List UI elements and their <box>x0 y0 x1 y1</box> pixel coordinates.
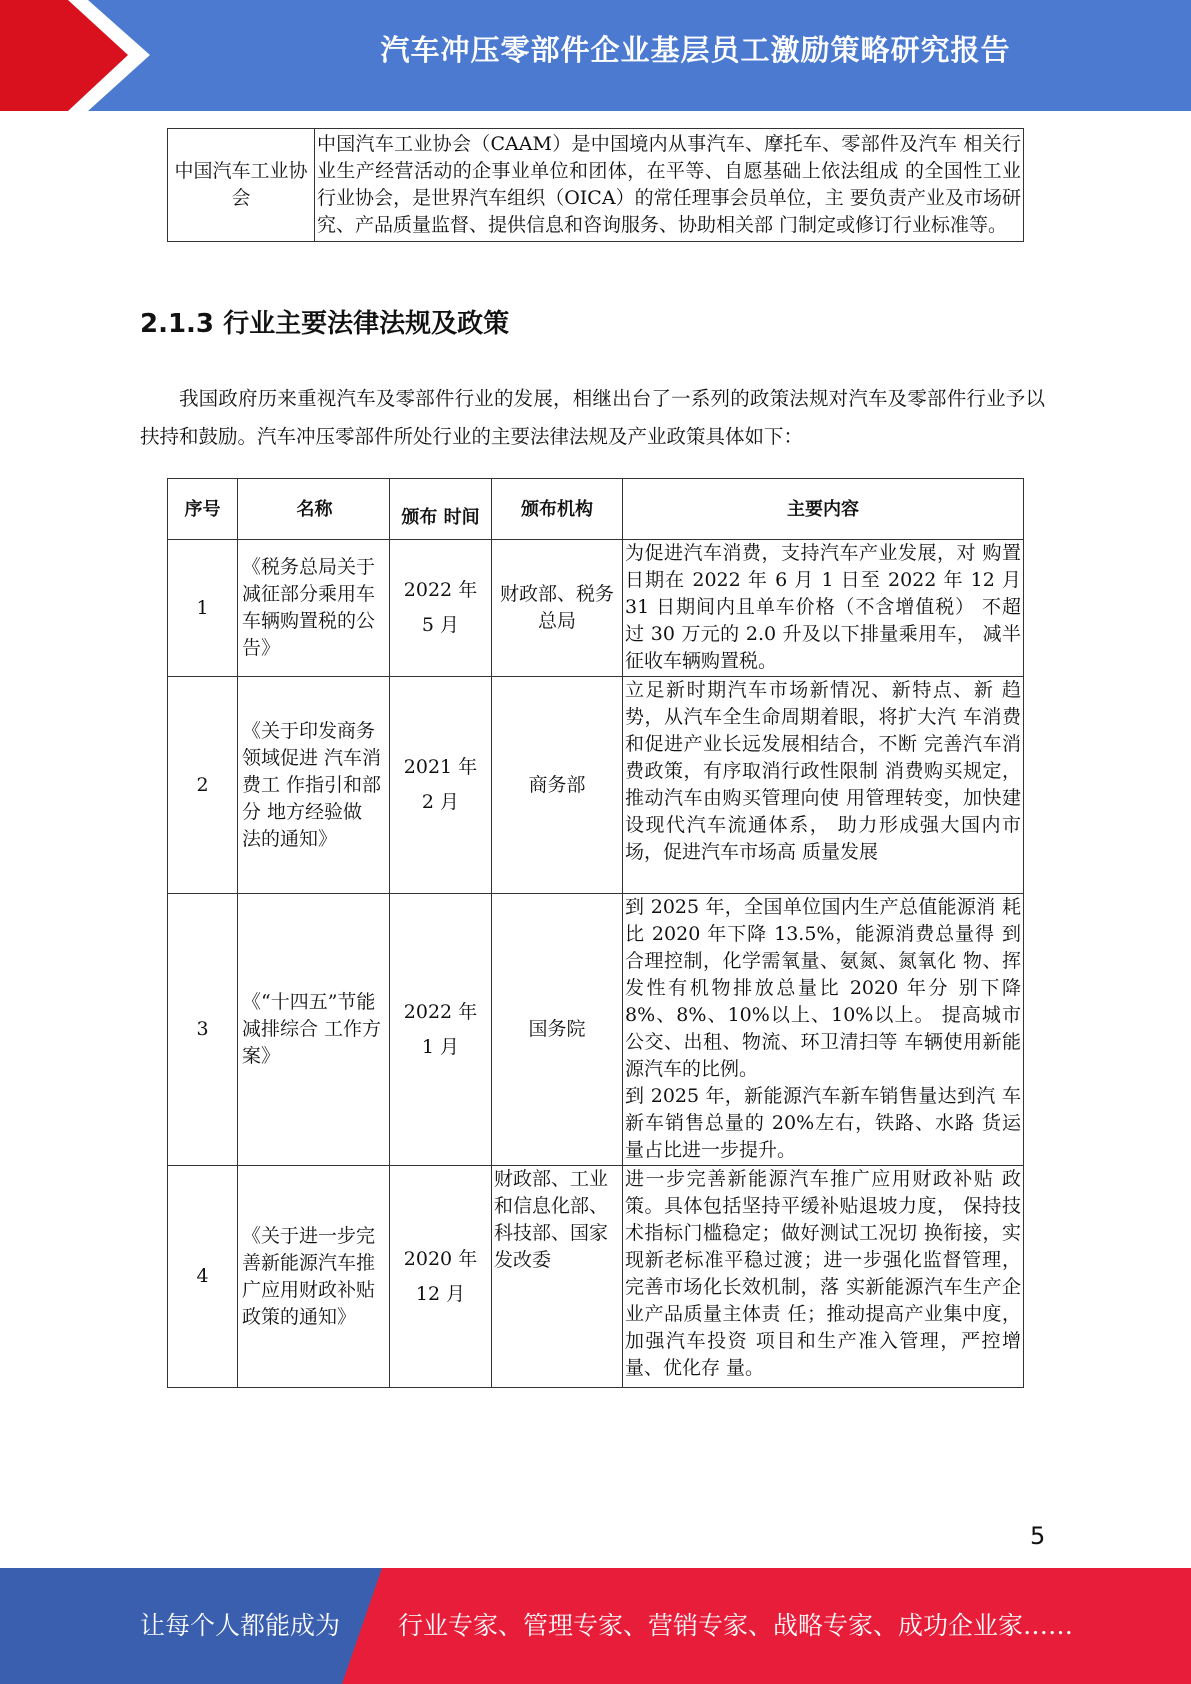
table-row <box>168 129 1024 242</box>
policy-table <box>167 478 1024 1388</box>
table-row <box>168 677 1024 894</box>
row-no: 3 <box>168 894 238 1166</box>
header-org: 颁布机构 <box>492 479 623 540</box>
table-header-row <box>168 479 1024 540</box>
row-date-year: 2021 年 <box>403 756 478 778</box>
page-footer <box>0 1568 1191 1684</box>
row-no: 1 <box>168 540 238 677</box>
row-name: 《税务总局关于减征部分乘用车车辆购置税的公告》 <box>238 540 390 677</box>
row-date-month: 1 月 <box>421 1035 460 1058</box>
row-content <box>623 894 1024 1166</box>
row-date <box>390 1166 492 1388</box>
header-name: 名称 <box>238 479 390 540</box>
row-org: 财政部、税务总局 <box>492 540 623 677</box>
row-date-month: 2 月 <box>421 791 460 813</box>
row-date-month: 5 月 <box>421 614 460 636</box>
page-number: 5 <box>1030 1522 1046 1550</box>
org-description: 中国汽车工业协会（CAAM）是中国境内从事汽车、摩托车、零部件及汽车 相关行业生产经营活动的企事业单位和团体，在平等、自愿基础上依法组成 的全国性工业行业协会，是世界汽车组织（OICA）的常任理事会员单位，主 要负责产业及市场研究、产品质量监督、提供信息和咨询服务、协助相关部 门制定或修订行业标准等。 <box>315 129 1024 242</box>
row-date-month: 12 月 <box>415 1282 466 1305</box>
row-content <box>623 677 1024 894</box>
row-date <box>390 540 492 677</box>
report-title: 汽车冲压零部件企业基层员工激励策略研究报告 <box>380 33 1011 67</box>
row-content <box>623 1166 1024 1388</box>
row-org: 国务院 <box>492 894 623 1166</box>
row-date-year: 2020 年 <box>403 1247 478 1270</box>
row-date-year: 2022 年 <box>403 1000 478 1023</box>
footer-slogan-right: 行业专家、管理专家、营销专家、战略专家、成功企业家…… <box>398 1611 1074 1640</box>
org-name: 中国汽车工业协会 <box>168 129 315 242</box>
header-no: 序号 <box>168 479 238 540</box>
footer-slogan-left: 让每个人都能成为 <box>140 1611 341 1640</box>
row-name: 《关于印发商务领域促进 汽车消费工 作指引和部分 地方经验做 法的通知》 <box>238 677 390 894</box>
org-table <box>167 128 1024 242</box>
row-content-text: 到 2025 年，新能源汽车新车销售量达到汽 车新车销售总量的 20%左右，铁路、水路 货运量占比进一步提升。 <box>625 1085 1021 1161</box>
row-no: 4 <box>168 1166 238 1388</box>
section-title: 2.1.3 行业主要法律法规及政策 <box>140 309 510 339</box>
row-name: 《关于进一步完善新能源汽车推广应用财政补贴政策的通知》 <box>238 1166 390 1388</box>
row-date-year: 2022 年 <box>403 579 478 601</box>
row-date <box>390 894 492 1166</box>
row-no: 2 <box>168 677 238 894</box>
row-org: 商务部 <box>492 677 623 894</box>
row-name: 《“十四五”节能减排综合 工作方案》 <box>238 894 390 1166</box>
row-date <box>390 677 492 894</box>
table-row <box>168 894 1024 1166</box>
row-content-text: 进一步完善新能源汽车推广应用财政补贴 政策。具体包括坚持平缓补贴退坡力度， 保持技术指标门槛稳定；做好测试工况切 换衔接，实现新老标准平稳过渡；进一步强化监督管理，完善市场化长效机制，落 实新能源汽车生产企业产品质量主体责 任；推动提高产业集中度，加强汽车投资 项目和生产准入管理，严控增量、优化存 量。 <box>625 1168 1021 1379</box>
row-content <box>623 540 1024 677</box>
header-content: 主要内容 <box>623 479 1024 540</box>
row-content-text: 到 2025 年，全国单位国内生产总值能源消 耗比 2020 年下降 13.5%，能源消费总量得 到合理控制，化学需氧量、氨氮、氮氧化 物、挥发性有机物排放总量比 2020 年分 别下降 8%、8%、10%以上、10%以上。 提高城市公交、出租、物流、环卫清扫等 车辆使用新能源汽车的比例。 <box>625 896 1021 1080</box>
row-content-text: 立足新时期汽车市场新情况、新特点、新 趋势，从汽车全生命周期着眼，将扩大汽 车消费和促进产业长远发展相结合，不断 完善汽车消费政策，有序取消行政性限制 消费购买规定，推动汽车由购买管理向使 用管理转变，加快建设现代汽车流通体系， 助力形成强大国内市场，促进汽车市场高 质量发展 <box>625 679 1021 863</box>
intro-paragraph: 我国政府历来重视汽车及零部件行业的发展，相继出台了一系列的政策法规对汽车及零部件行业予以扶持和鼓励。汽车冲压零部件所处行业的主要法律法规及产业政策具体如下： <box>140 387 1045 448</box>
table-row <box>168 540 1024 677</box>
row-org: 财政部、工业和信息化部、科技部、国家发改委 <box>492 1166 623 1388</box>
header-date: 颁布 时间 <box>390 479 492 540</box>
page-header <box>0 0 1191 111</box>
table-row <box>168 1166 1024 1388</box>
row-content-text: 为促进汽车消费，支持汽车产业发展，对 购置日期在 2022 年 6 月 1 日至 2022 年 12 月 31 日期间内且单车价格（不含增值税） 不超过 30 万元的 2.0 升及以下排量乘用车， 减半征收车辆购置税。 <box>625 542 1021 672</box>
